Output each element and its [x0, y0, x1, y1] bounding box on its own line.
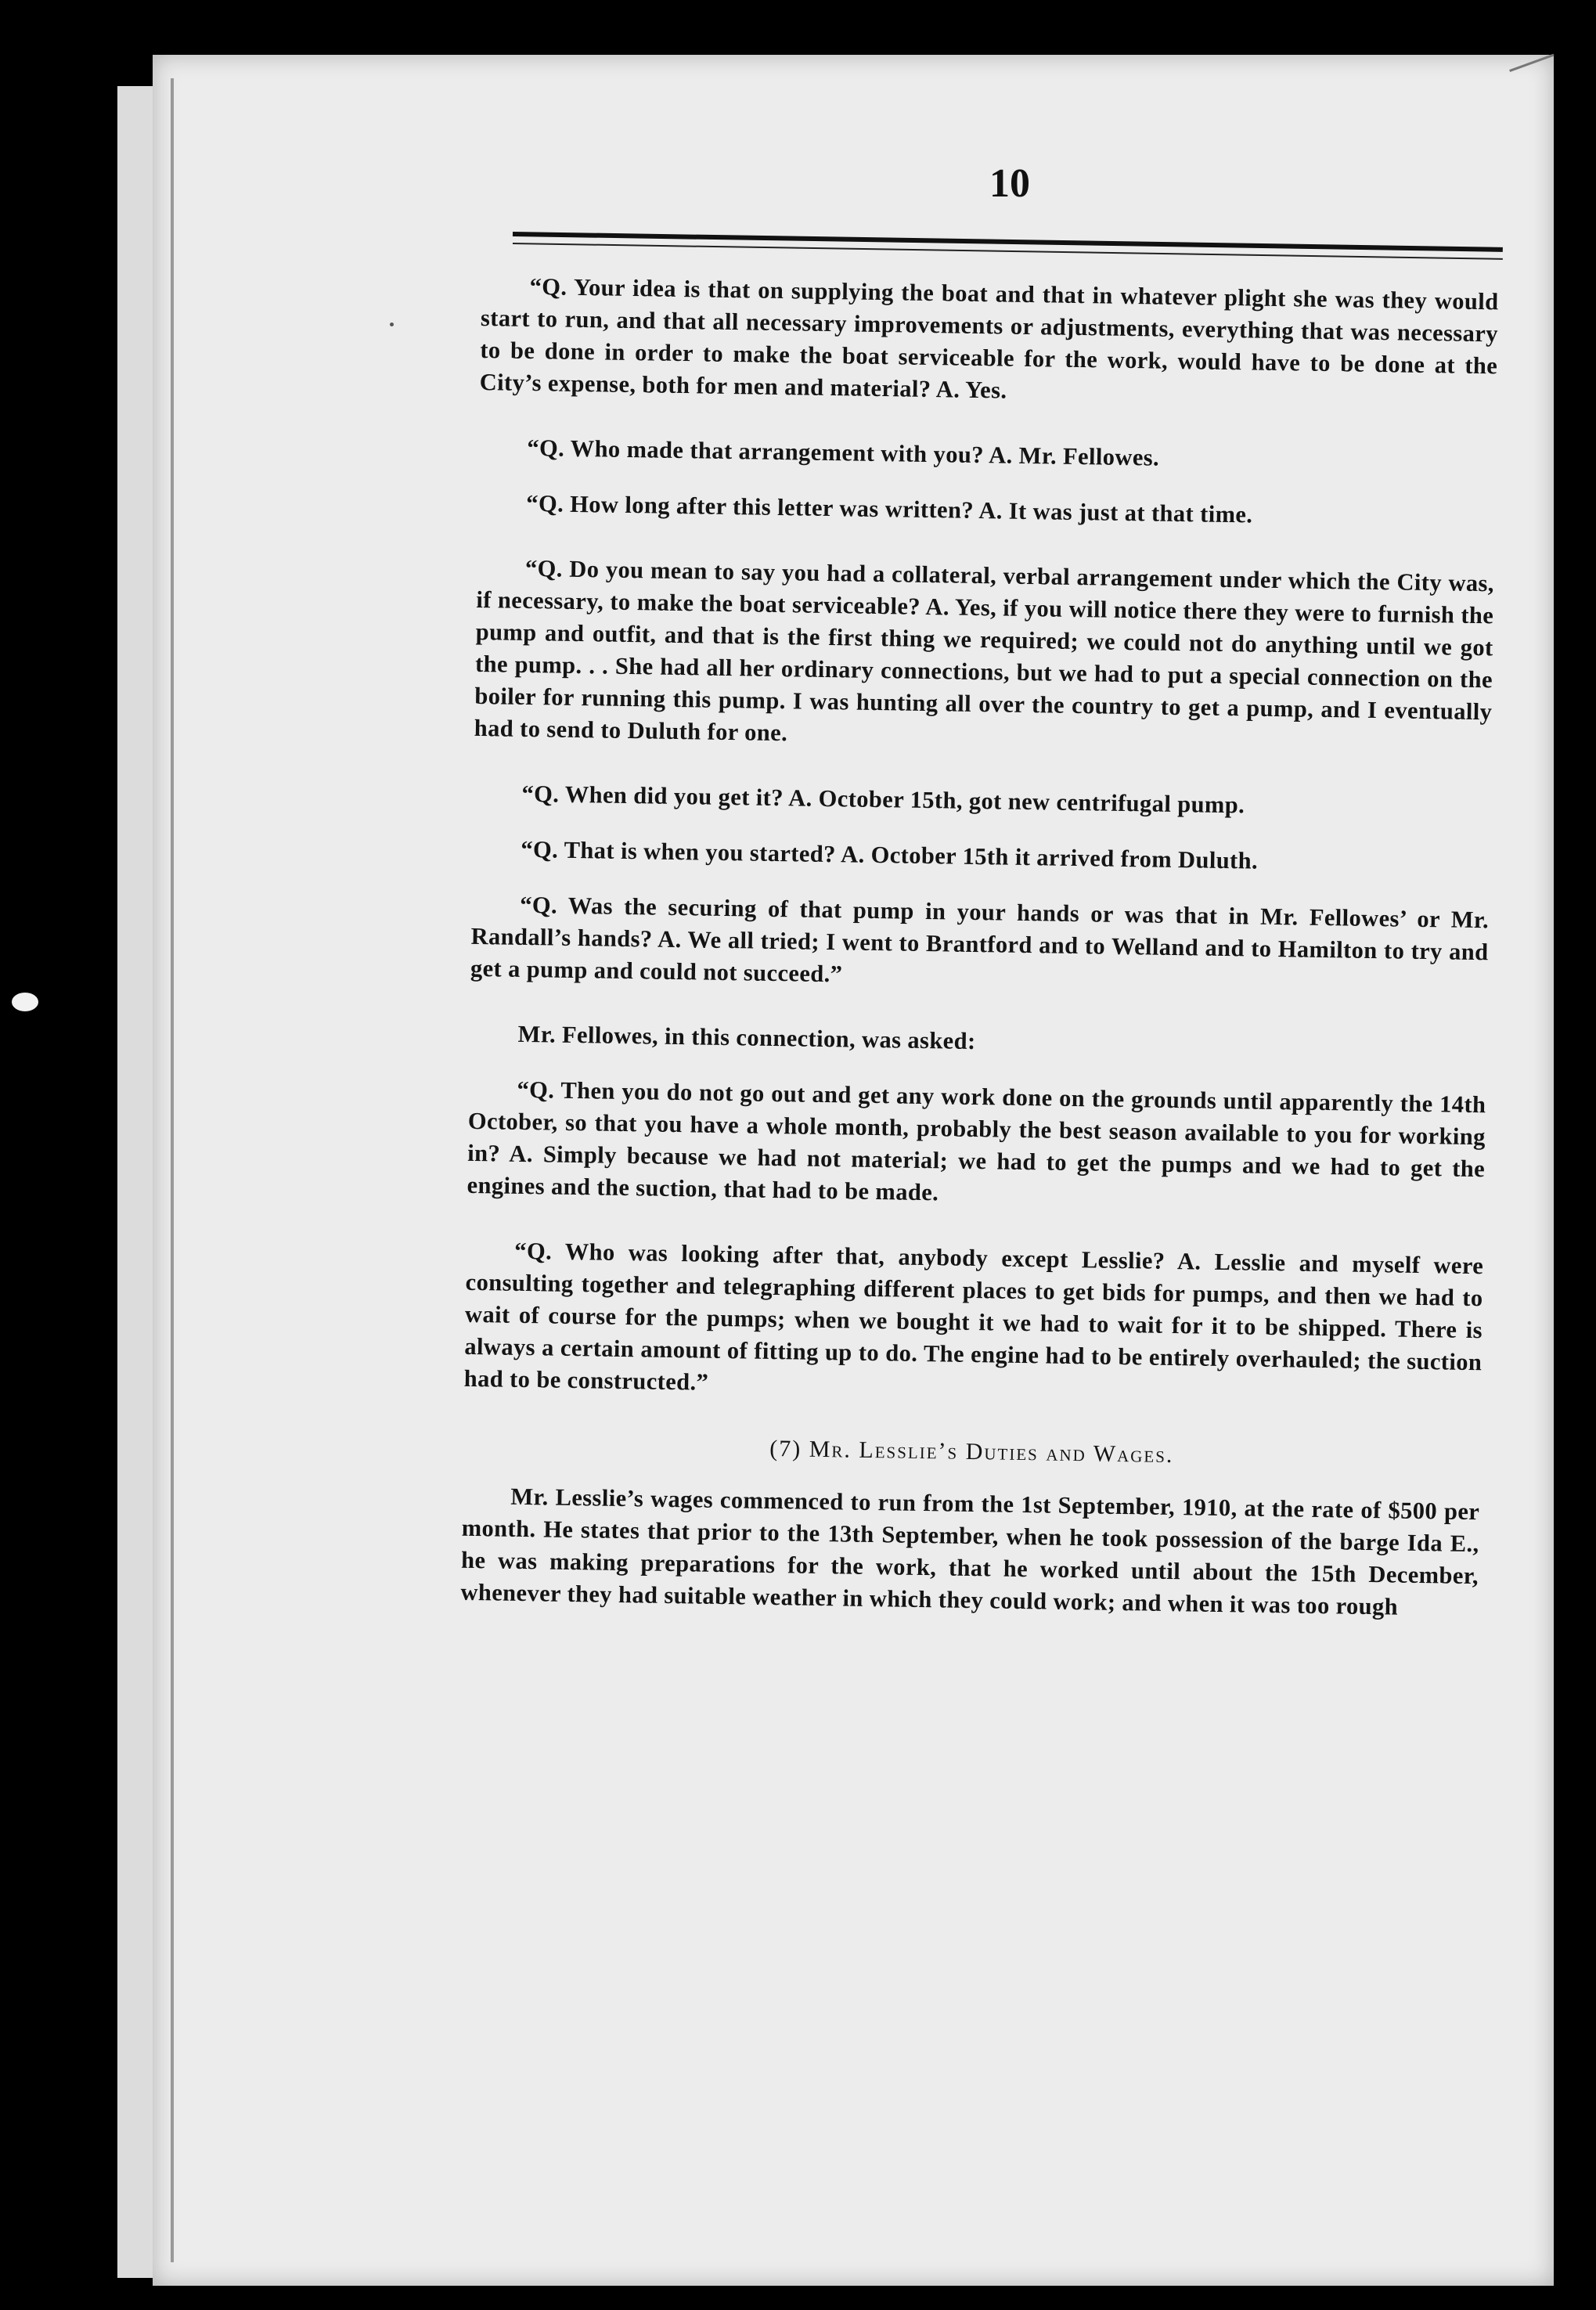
paragraph-10: “Q. Who was looking after that, anybody except Lesslie? A. Lesslie and myself were consulting together and telegraphing different places to get bids for pumps, and then we had to wait of course for the pumps; when we bought it we had to wait for it to be shipped. There is always a certain amount of fitting up to do. The engine had to be entirely overhauled; the suction had to be constructed.” — [463, 1237, 1484, 1396]
paragraph-4: “Q. Do you mean to say you had a collateral, verbal arrangement under which the City was, if necessary, to make the boat serviceable? A. Yes, if you will notice there they were to furnish the pump and outfit, and that is the first thing we required; we could not do anything until we got the pump. . . She had all her ordinary connections, but we had to put a special connection on the boiler for running this pump. I was hunting all over the country to get a pump, and I eventually had to send to Duluth for one. — [474, 554, 1495, 747]
page-number: 10 — [989, 161, 1030, 206]
scan-artifact — [12, 993, 38, 1011]
paragraph-3: “Q. How long after this letter was written? A. It was just at that time. — [526, 489, 1253, 528]
scan-artifact-dot — [390, 323, 394, 326]
paragraph-final: Mr. Lesslie’s wages commenced to run from the 1st September, 1910, at the rate of $500 per month. He states that prior to the 13th September, when he took possession of the barge Ida E., he was making preparations for the work, that he worked until about the 15th December, whenever they had suitable weather in which they could work; and when it was too rough — [460, 1483, 1480, 1620]
body-text — [459, 270, 1498, 1657]
paragraph-9: “Q. Then you do not go out and get any work done on the grounds until apparently the 14th October, so that you have a whole month, probably the best season available to you for working in? A. Simply because we had not material; we had to get the pumps and we had to get the engines and the suction, that had to be made. — [467, 1076, 1486, 1206]
paragraph-6: “Q. That is when you started? A. October 15th it arrived from Duluth. — [521, 835, 1259, 874]
paragraph-7: “Q. Was the securing of that pump in your hands or was that in Mr. Fellowes’ or Mr. Randall’s hands? A. We all tried; I went to Brantford and to Welland and to Hamilton to try and get a pump and could not succeed.” — [470, 891, 1490, 988]
paragraph-1: “Q. Your idea is that on supplying the boat and that in whatever plight she was they would start to run, and that all necessary improvements or adjustments, everything that was necessary to be done in order to make the boat serviceable for the work, would have to be done at the City’s expense, both for men and material? A. Yes. — [479, 272, 1499, 404]
paragraph-2: “Q. Who made that arrangement with you? A. Mr. Fellowes. — [527, 434, 1160, 471]
page-edge-line — [171, 78, 174, 2262]
paragraph-8: Mr. Fellowes, in this connection, was asked: — [517, 1020, 976, 1055]
section-heading: (7) Mr. Lesslie’s Duties and Wages. — [769, 1435, 1174, 1469]
paragraph-5: “Q. When did you get it? A. October 15th, got new centrifugal pump. — [521, 780, 1245, 819]
